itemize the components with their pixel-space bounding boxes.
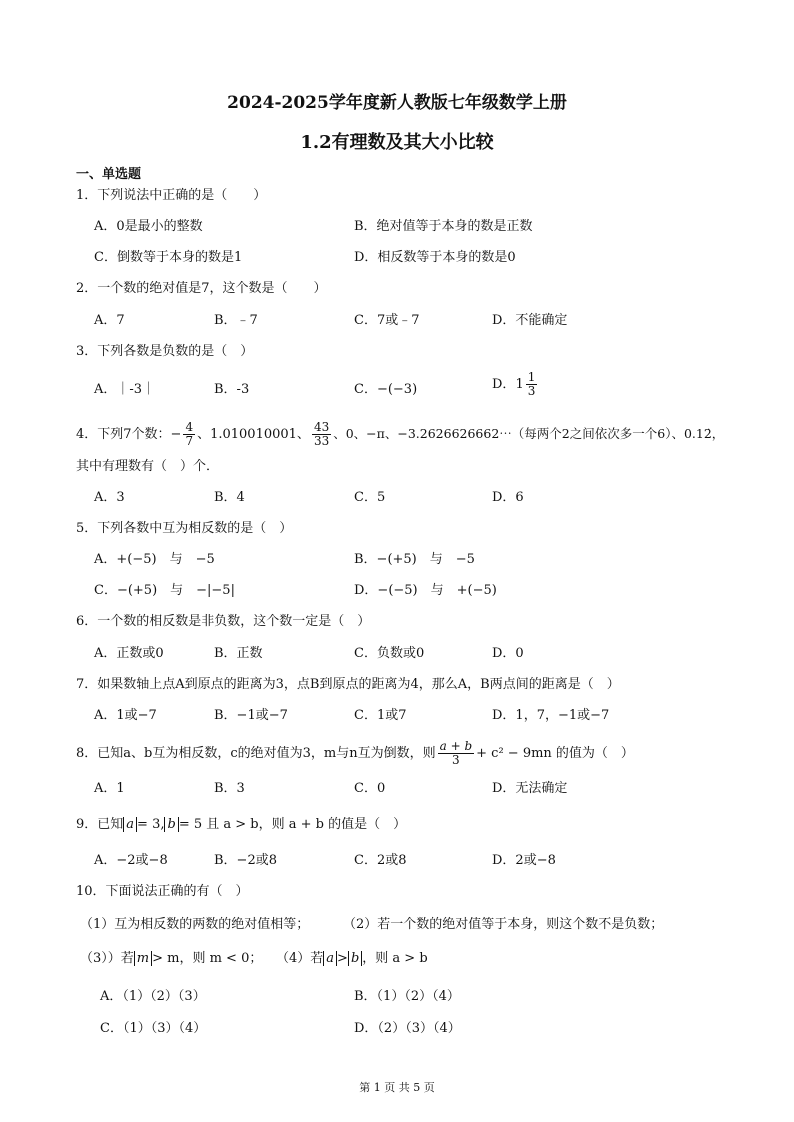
question-2-option-b: B．﹣7 (214, 313, 258, 328)
question-8-suffix: + c² − 9mn 的值为（ ） (476, 746, 634, 761)
question-2-option-c: C．7或﹣7 (354, 313, 420, 328)
fraction-numerator: a + b (439, 739, 473, 753)
question-5-option-b: B．−(+5) 与 −5 (354, 552, 475, 567)
variable-b: b (167, 817, 176, 832)
fraction-43-33 (312, 421, 331, 448)
question-7-stem: 7．如果数轴上点A到原点的距离为3，点B到原点的距离为4，那么A，B两点间的距离是（ ） (76, 677, 620, 692)
statement-2: （2）若一个数的绝对值等于本身，则这个数不是负数； (343, 917, 664, 932)
question-8-option-b: B．3 (214, 781, 245, 796)
fraction (526, 371, 538, 398)
absolute-value-m (134, 951, 152, 966)
question-2-stem: 2．一个数的绝对值是7，这个数是（ ） (76, 281, 327, 296)
question-7-option-a: A．1或−7 (94, 708, 157, 723)
fraction-numerator: 1 (527, 370, 536, 384)
question-9-option-d: D．2或−8 (492, 853, 556, 868)
question-8-option-c: C．0 (354, 781, 386, 796)
question-8-option-d: D．无法确定 (492, 781, 568, 796)
question-7-option-d: D．1，7，−1或−7 (492, 708, 610, 723)
question-7-option-c: C．1或7 (354, 708, 407, 723)
question-9-prefix: 9．已知 (76, 817, 124, 832)
greater-than-sign: > (337, 951, 348, 966)
question-10-option-a: A．（1）（2）（3） (100, 989, 206, 1004)
question-5-option-a: A．+(−5) 与 −5 (94, 552, 215, 567)
question-4-stem (76, 421, 724, 448)
question-4-prefix: 4．下列7个数： (76, 427, 171, 442)
question-9-stem (76, 816, 406, 834)
statement-4-suffix: ，则 a > b (362, 951, 428, 966)
variable-m: m (136, 951, 150, 966)
statement-3-suffix: > m，则 m < 0； (152, 951, 263, 966)
question-6-stem: 6．一个数的相反数是非负数，这个数一定是（ ） (76, 614, 371, 629)
question-9-text: = 3, (137, 817, 165, 832)
absolute-value-b (164, 817, 178, 832)
question-10-stem: 10．下面说法正确的有（ ） (76, 884, 249, 899)
question-4-option-b: B．4 (214, 490, 245, 505)
question-5-option-c: C．−(+5) 与 −|−5| (94, 583, 235, 598)
question-8-prefix: 8．已知a、b互为相反数，c的绝对值为3，m与n互为倒数，则 (76, 746, 436, 761)
question-2-option-d: D．不能确定 (492, 313, 568, 328)
question-1-option-d: D．相反数等于本身的数是0 (354, 250, 516, 265)
lesson-title: 1.2有理数及其大小比较 (300, 132, 494, 153)
question-6-option-d: D．0 (492, 646, 524, 661)
question-1-option-a: A．0是最小的整数 (94, 219, 203, 234)
question-4-text: 、1.010010001、 (197, 427, 310, 442)
fraction-denominator: 7 (185, 434, 194, 448)
fraction-numerator: 43 (313, 420, 330, 434)
question-1-stem: 1．下列说法中正确的是（ ） (76, 188, 267, 203)
question-4-option-a: A．3 (94, 490, 125, 505)
fraction-denominator: 3 (527, 384, 536, 398)
question-9-option-c: C．2或8 (354, 853, 407, 868)
question-3-option-c: C．−(−3) (354, 382, 418, 397)
question-5-stem: 5．下列各数中互为相反数的是（ ） (76, 521, 293, 536)
question-10-option-c: C．（1）（3）（4） (100, 1021, 207, 1036)
question-6-option-c: C．负数或0 (354, 646, 425, 661)
fraction-denominator: 3 (452, 753, 460, 767)
negative-sign: − (170, 427, 182, 442)
variable-b: b (350, 951, 360, 966)
question-3-option-b: B．-3 (214, 382, 250, 397)
question-4-option-d: D．6 (492, 490, 524, 505)
question-3-option-d (492, 371, 539, 398)
question-3-stem: 3．下列各数是负数的是（ ） (76, 344, 254, 359)
mixed-number-whole: 1 (515, 377, 524, 392)
document-title: 2024-2025学年度新人教版七年级数学上册 (227, 93, 567, 113)
fraction-numerator: 4 (185, 420, 194, 434)
fraction-a-plus-b-over-3 (438, 740, 475, 767)
statement-4 (276, 950, 428, 968)
question-9-option-a: A．−2或−8 (94, 853, 168, 868)
statement-3-prefix: （3））若 (80, 951, 134, 966)
option-d-label: D． (492, 377, 516, 392)
page-footer: 第 1 页 共 5 页 (359, 1081, 435, 1094)
question-5-option-d: D．−(−5) 与 +(−5) (354, 583, 497, 598)
statement-1: （1）互为相反数的两数的绝对值相等； (80, 917, 310, 932)
statement-4-prefix: （4）若 (276, 951, 324, 966)
question-2-option-a: A．7 (94, 313, 125, 328)
fraction-denominator: 33 (313, 434, 330, 448)
question-4-option-c: C．5 (354, 490, 386, 505)
fraction-neg-4-7 (183, 421, 195, 448)
absolute-value-a (123, 817, 137, 832)
question-8-option-a: A．1 (94, 781, 125, 796)
absolute-value-b (348, 951, 362, 966)
question-1-option-c: C．倒数等于本身的数是1 (94, 250, 243, 265)
absolute-value-a (323, 951, 337, 966)
question-10-option-d: D．（2）（3）（4） (354, 1021, 461, 1036)
question-3-option-a: A．｜-3｜ (94, 382, 156, 397)
question-6-option-a: A．正数或0 (94, 646, 164, 661)
variable-a: a (326, 951, 335, 966)
question-9-option-b: B．−2或8 (214, 853, 277, 868)
question-1-option-b: B．绝对值等于本身的数是正数 (354, 219, 533, 234)
variable-a: a (126, 817, 135, 832)
question-6-option-b: B．正数 (214, 646, 263, 661)
question-8-stem (76, 740, 634, 767)
question-10-option-b: B．（1）（2）（4） (354, 989, 460, 1004)
question-7-option-b: B．−1或−7 (214, 708, 288, 723)
question-9-text: = 5 且 a > b，则 a + b 的值是（ ） (178, 817, 407, 832)
section-heading: 一、单选题 (76, 167, 142, 182)
question-4-text: 、0、−π、−3.2626626662⋯（每两个2之间依次多一个6）、0.12̇， (333, 426, 725, 441)
question-4-line2: 其中有理数有（ ）个． (76, 459, 220, 474)
statement-3 (80, 950, 262, 968)
